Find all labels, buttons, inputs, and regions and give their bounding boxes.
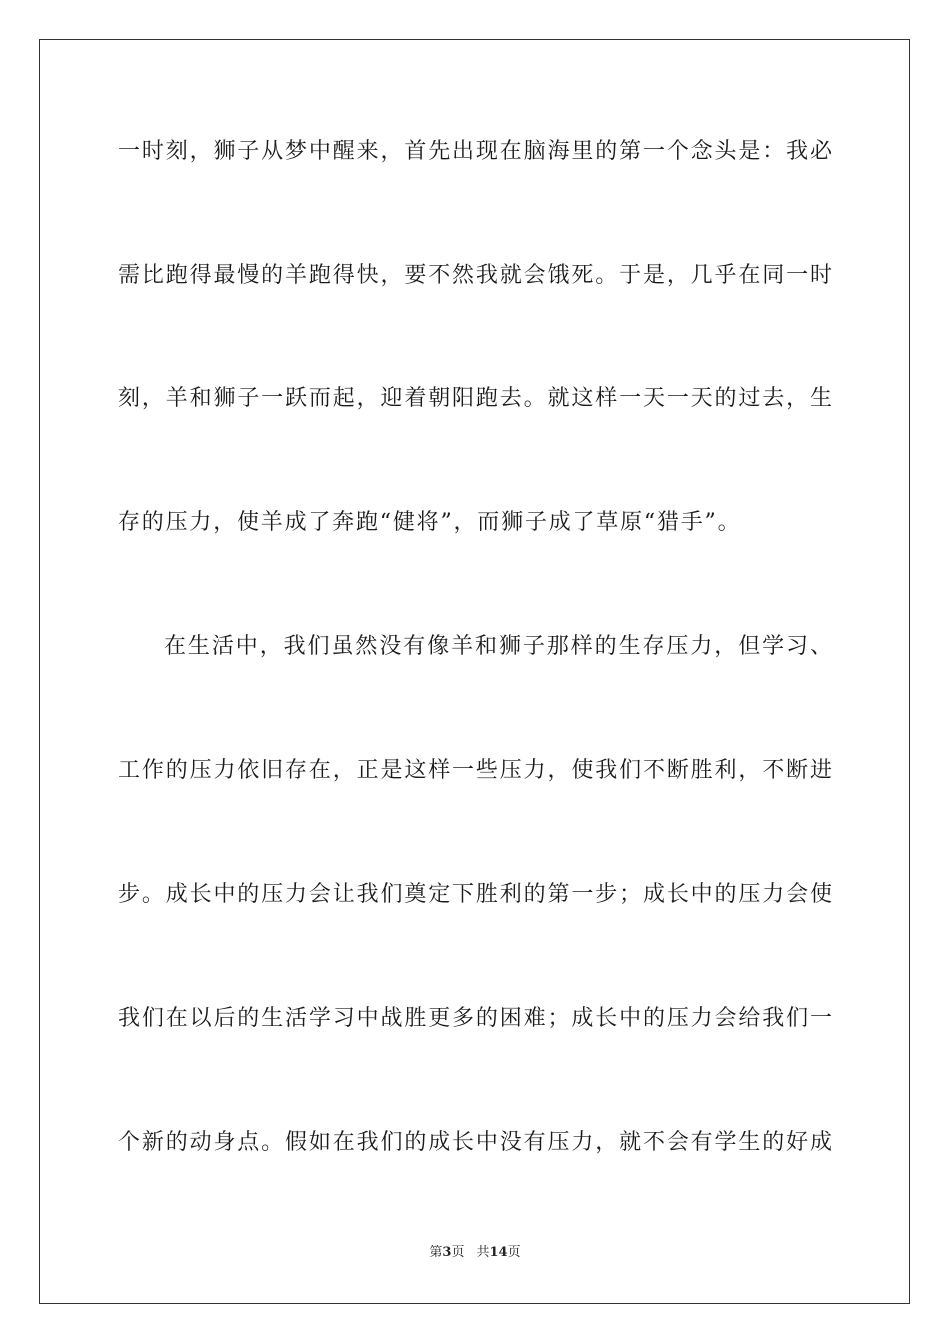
page-border [39,39,910,1304]
body-text-line: 个新的动身点。假如在我们的成长中没有压力，就不会有学生的好成 [118,1130,832,1155]
body-text-line: 工作的压力依旧存在，正是这样一些压力，使我们不断胜利，不断进 [118,758,832,783]
body-text-line: 存的压力，使羊成了奔跑“健将”，而狮子成了草原“猎手”。 [118,510,742,535]
body-text-line: 需比跑得最慢的羊跑得快，要不然我就会饿死。于是，几乎在同一时 [118,263,832,288]
page-number-label: 第3页 [429,1245,465,1260]
body-text-line: 刻，羊和狮子一跃而起，迎着朝阳跑去。就这样一天一天的过去，生 [118,386,832,411]
body-text-line: 我们在以后的生活学习中战胜更多的困难；成长中的压力会给我们一 [118,1006,832,1031]
page-total-label: 共14页 [476,1245,521,1260]
body-text-line: 步。成长中的压力会让我们奠定下胜利的第一步；成长中的压力会使 [118,882,832,907]
page-footer [0,1245,950,1261]
body-text-line: 一时刻，狮子从梦中醒来，首先出现在脑海里的第一个念头是：我必 [118,139,832,164]
paragraph-first-line: 在生活中，我们虽然没有像羊和狮子那样的生存压力，但学习、 [164,634,832,659]
